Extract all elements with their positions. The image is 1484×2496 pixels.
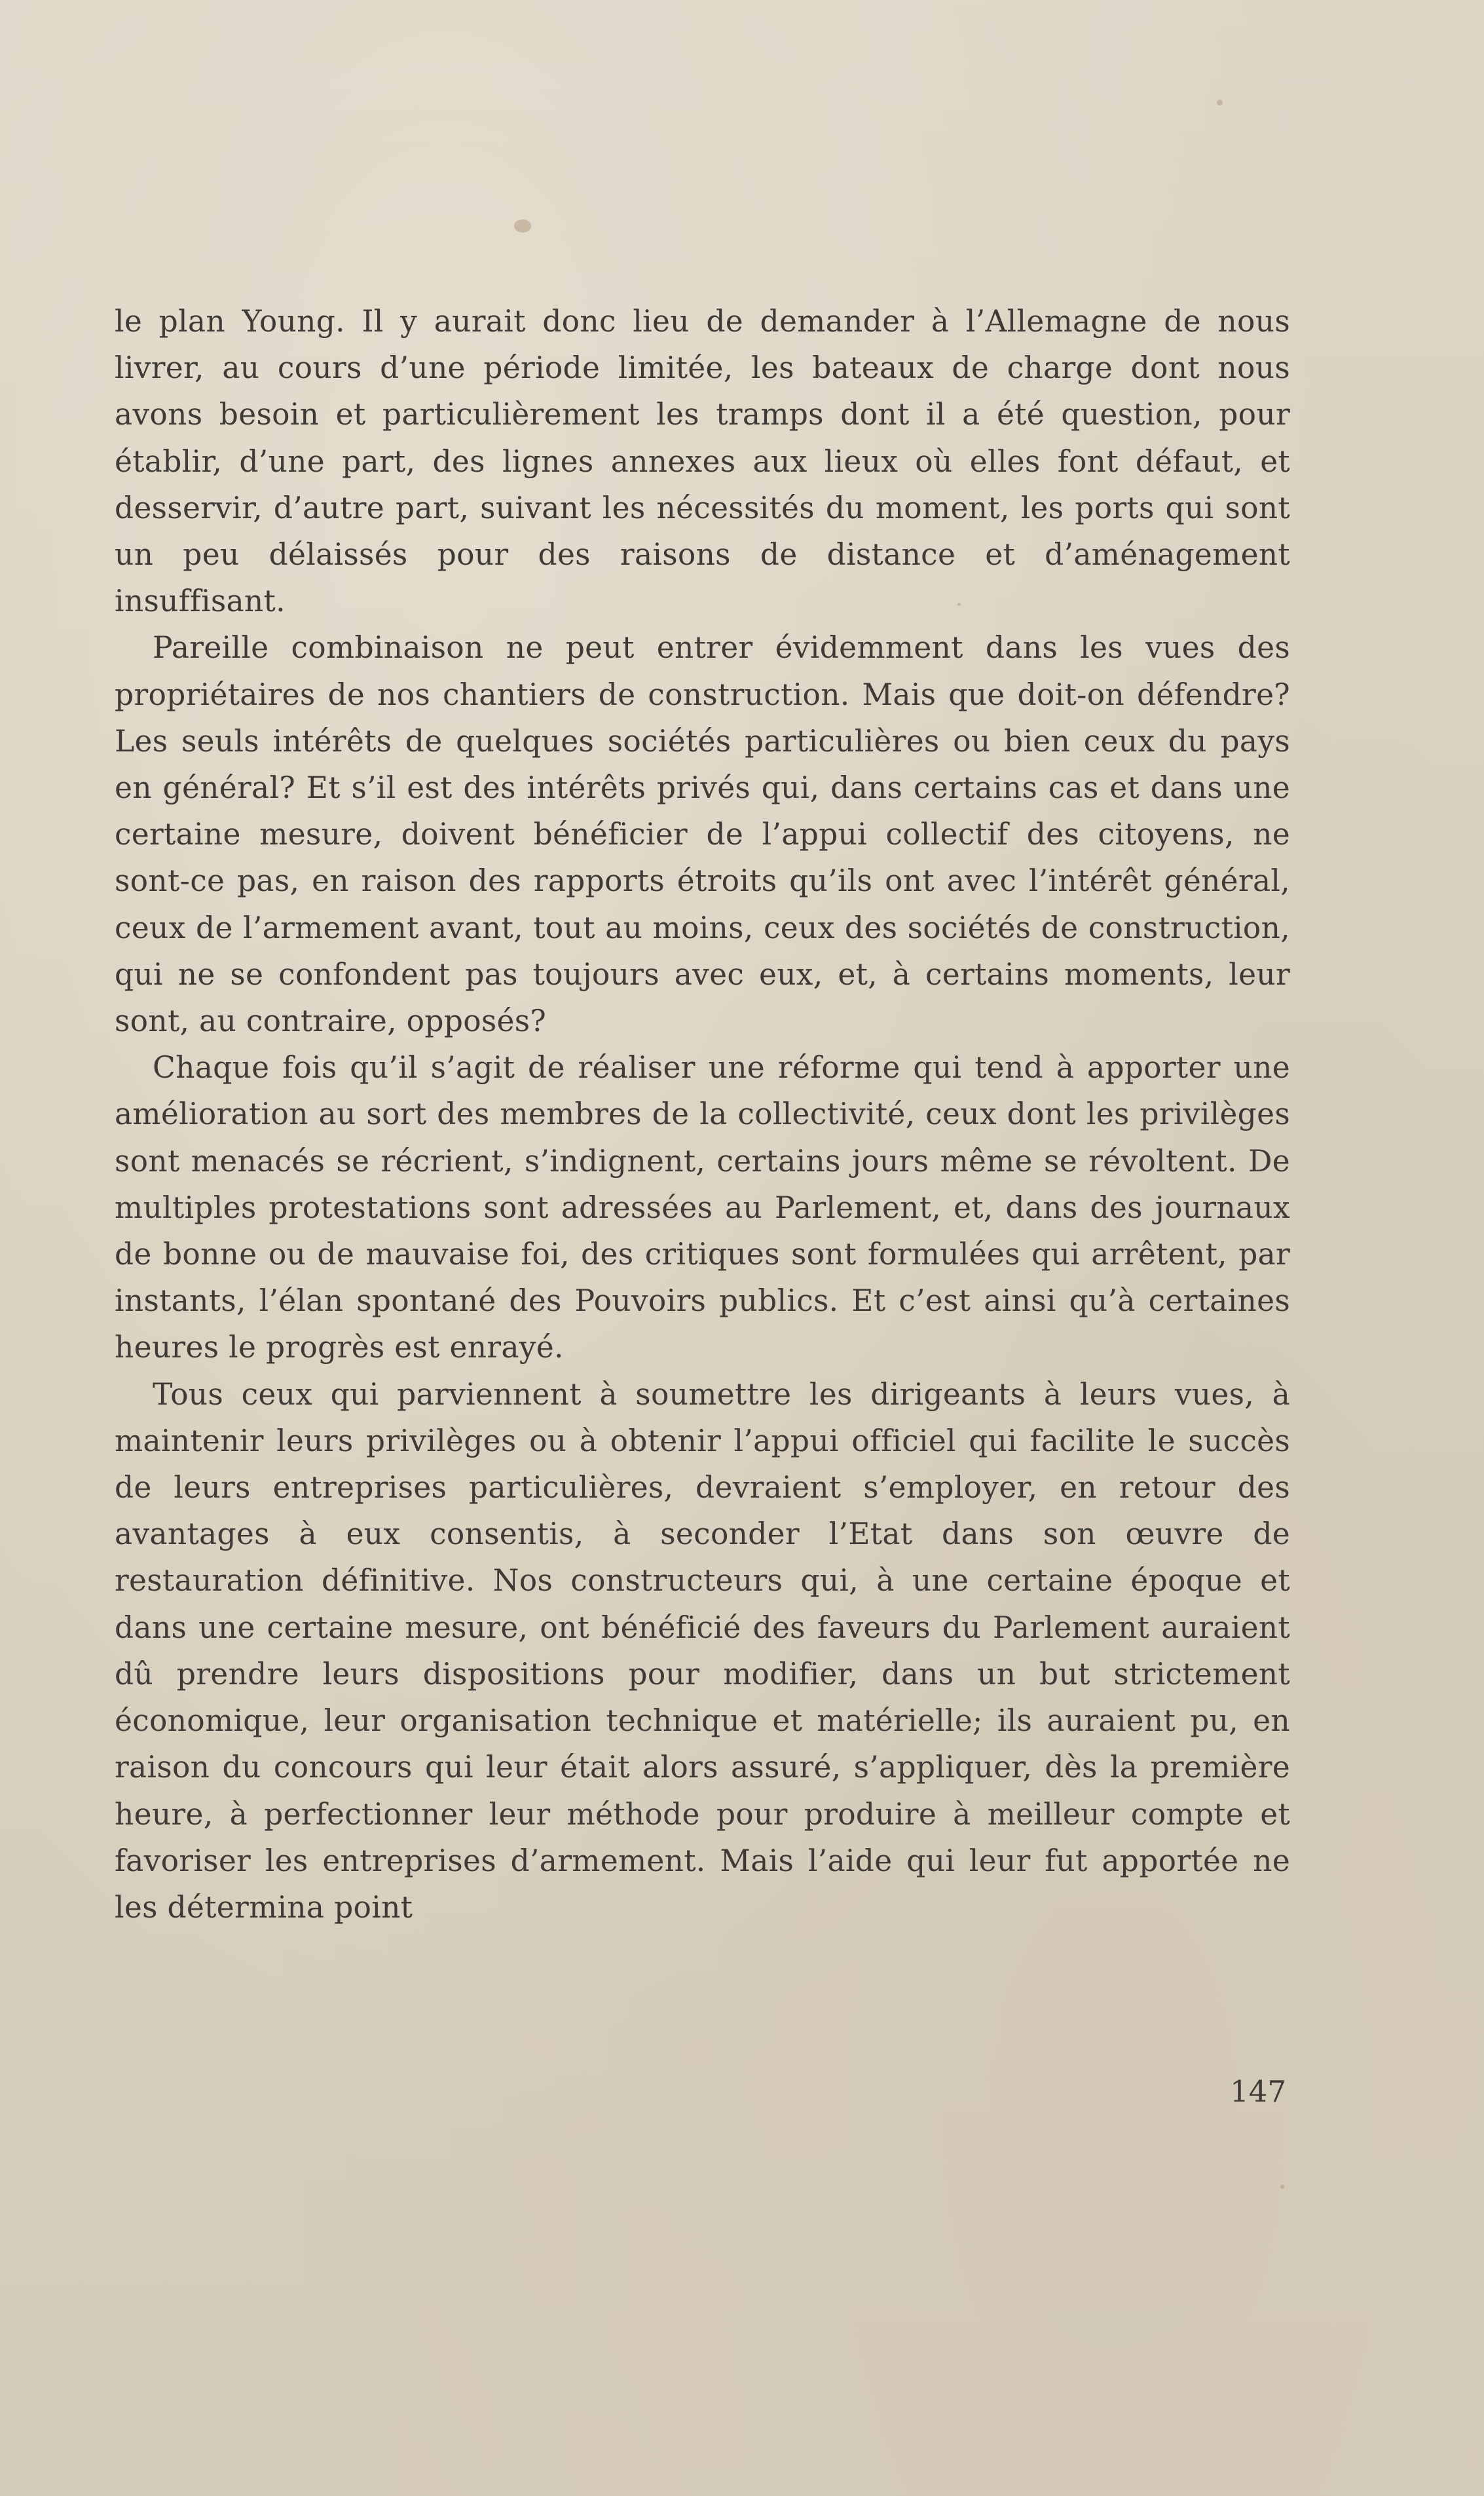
paragraph: Chaque fois qu’il s’agit de réaliser une réforme qui tend à apporter une amélioration au sort des membres de la collectivité, ceux dont les privilèges sont menacés se récrient, s’indignent, certains jours même se révoltent. De multiples protestations sont adressées au Parlement, et, dans des journaux de bonne ou de mauvaise foi, des critiques sont formulées qui arrêtent, par instants, l’élan spontané des Pouvoirs publics. Et c’est ainsi qu’à certaines heures le progrès est enrayé. xyxy=(115,1050,1290,1365)
paper-speck xyxy=(514,219,531,233)
paragraph: le plan Young. Il y aurait donc lieu de demander à l’Allemagne de nous livrer, au cours d’une période limitée, les bateaux de charge dont nous avons besoin et particulièrement les tramps dont il a été question, pour établir, d’une part, des lignes annexes aux lieux où elles font défaut, et desservir, d’autre part, suivant les nécessités du moment, les ports qui sont un peu délaissés pour des raisons de distance et d’aménagement insuffisant. xyxy=(115,304,1290,619)
body-text xyxy=(115,298,1290,1931)
page-number: 147 xyxy=(1230,2074,1286,2109)
paragraph: Tous ceux qui parviennent à soumettre les dirigeants à leurs vues, à maintenir leurs privilèges ou à obtenir l’appui officiel qui facilite le succès de leurs entreprises particulières, devraient s’employer, en retour des avantages à eux consentis, à seconder l’Etat dans son œuvre de restauration définitive. Nos constructeurs qui, à une certaine époque et dans une certaine mesure, ont bénéficié des faveurs du Parlement auraient dû prendre leurs dispositions pour modifier, dans un but strictement économique, leur organisation technique et matérielle; ils auraient pu, en raison du concours qui leur était alors assuré, s’appliquer, dès la première heure, à perfectionner leur méthode pour produire à meilleur compte et favoriser les entreprises d’armement. Mais l’aide qui leur fut apportée ne les détermina point xyxy=(115,1376,1290,1925)
paper-speck xyxy=(1280,2185,1284,2189)
paragraph: Pareille combinaison ne peut entrer évidemment dans les vues des propriétaires de nos chantiers de construction. Mais que doit-on défendre? Les seuls intérêts de quelques sociétés particulières ou bien ceux du pays en général? Et s’il est des intérêts privés qui, dans certains cas et dans une certaine mesure, doivent bénéficier de l’appui collectif des citoyens, ne sont-ce pas, en raison des rapports étroits qu’ils ont avec l’intérêt général, ceux de l’armement avant, tout au moins, ceux des sociétés de construction, qui ne se confondent pas toujours avec eux, et, à certains moments, leur sont, au contraire, opposés? xyxy=(115,630,1290,1039)
paper-speck xyxy=(1217,100,1223,105)
